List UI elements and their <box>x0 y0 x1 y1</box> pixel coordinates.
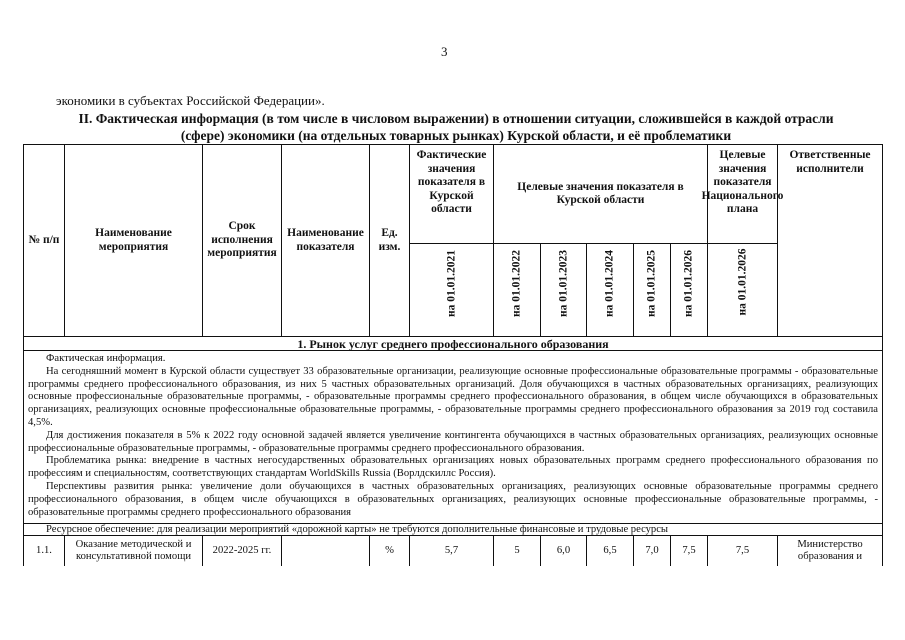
header-responsible: Ответственные исполнители <box>778 145 883 337</box>
header-date-2025: на 01.01.2025 <box>634 244 671 337</box>
row-unit: % <box>370 536 410 566</box>
row-target-2024: 6,5 <box>587 536 634 566</box>
header-actual-values: Фактические значения показателя в Курской области <box>410 145 494 244</box>
header-date-2023: на 01.01.2023 <box>541 244 587 337</box>
info-paragraph-actual: Фактическая информация. <box>46 353 166 364</box>
resource-provision: Ресурсное обеспечение: для реализации мероприятий «дорожной карты» не требуются дополнительные финансовые и трудовые ресурсы <box>24 524 883 536</box>
header-date-national: на 01.01.2026 <box>708 244 778 337</box>
header-deadline: Срок исполнения мероприятия <box>203 145 282 337</box>
indicators-table <box>23 144 883 566</box>
market-info-text <box>24 351 883 524</box>
row-target-2022: 5 <box>494 536 541 566</box>
row-target-national: 7,5 <box>708 536 778 566</box>
row-num: 1.1. <box>24 536 65 566</box>
header-date-2026: на 01.01.2026 <box>671 244 708 337</box>
row-target-2025: 7,0 <box>634 536 671 566</box>
header-date-2022: на 01.01.2022 <box>494 244 541 337</box>
row-deadline: 2022-2025 гг. <box>203 536 282 566</box>
header-target-kursk: Целевые значения показателя в Курской области <box>494 145 708 244</box>
intro-line: экономики в субъектах Российской Федерации». <box>56 93 325 108</box>
header-target-national: Целевые значения показателя Национального плана <box>708 145 778 244</box>
row-target-2023: 6,0 <box>541 536 587 566</box>
header-indicator: Наименование показателя <box>282 145 370 337</box>
row-target-2026: 7,5 <box>671 536 708 566</box>
row-event: Оказание методической и консультативной помощи <box>65 536 203 566</box>
row-actual-2021: 5,7 <box>410 536 494 566</box>
page-number: 3 <box>441 44 448 59</box>
info-paragraph-current-state: На сегодняшний момент в Курской области существует 33 образовательные организации, реализующие основные профессиональные образовательные программы - образовательные программы среднего профессионального образования, из них 5 частных образовательных организаций. Доля обучающихся в частных образовательных организациях, реализующих основные профессиональные образовательные программы, - образовательные программы среднего профессионального образования, в общем числе обучающихся в образовательных организациях, реализующих основные профессиональные образовательные программы, - образовательные программы среднего профессионального образования за 2019 год составила 4,5%. <box>28 365 878 428</box>
info-paragraph-problems: Проблематика рынка: внедрение в частных негосударственных образовательных организациях новых образовательных программ среднего профессионального образования по профессиям и специальностям, соответствующих стандартам WorldSkills Russia (Ворлдскиллс Россия). <box>28 455 878 480</box>
header-unit: Ед. изм. <box>370 145 410 337</box>
header-date-2021: на 01.01.2021 <box>410 244 494 337</box>
row-responsible: Министерство образования и <box>778 536 883 566</box>
header-event-name: Наименование мероприятия <box>65 145 203 337</box>
info-paragraph-prospects: Перспективы развития рынка: увеличение доли обучающихся в частных образовательных организациях, реализующих основные образовательные программы среднего профессионального образования, в общем числе обучающихся в образовательных организациях, реализующих основные профессиональные образовательные программы, - образовательные программы среднего профессионального образования <box>28 480 878 518</box>
info-paragraph-goal: Для достижения показателя в 5% к 2022 году основной задачей является увеличение контингента обучающихся в частных образовательных организациях, реализующих основные профессиональные образовательные программы, - образовательные программы среднего профессионального образования. <box>28 429 878 454</box>
row-indicator <box>282 536 370 566</box>
header-date-2024: на 01.01.2024 <box>587 244 634 337</box>
market-section-title: 1. Рынок услуг среднего профессионального образования <box>24 337 883 351</box>
section-heading: II. Фактическая информация (в том числе в числовом выражении) в отношении ситуации, сложившейся в каждой отрасли (сфере) экономики (на отдельных товарных рынках) Курской области, и её проблематики <box>78 111 834 143</box>
header-num: № п/п <box>24 145 65 337</box>
